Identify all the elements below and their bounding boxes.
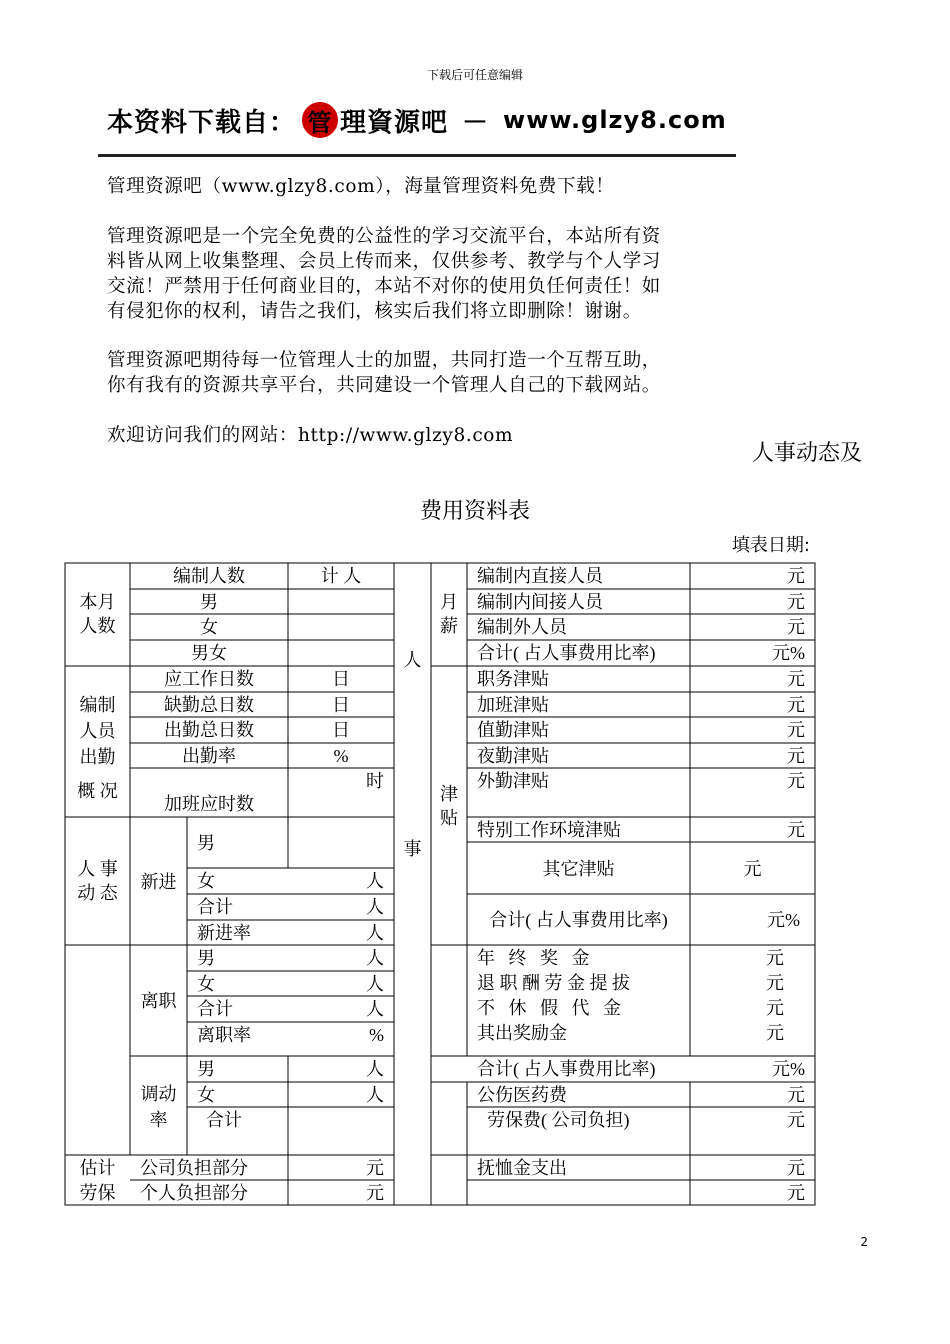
new-female-label: 女	[197, 871, 215, 891]
unit-day: 日	[332, 695, 350, 715]
headcount-unit: 计 人	[320, 566, 362, 586]
section-salary	[431, 592, 467, 636]
section-label-line: 出勤	[79, 747, 116, 767]
section-label-line: 估计	[79, 1158, 116, 1178]
personal-part-label: 个人负担部分	[140, 1183, 248, 1203]
unit-day: 日	[332, 669, 350, 689]
unit-day: 日	[332, 720, 350, 740]
allowance-total-label: 合计( 占人事费用比率)	[489, 910, 668, 930]
male-label: 男	[200, 592, 218, 612]
unit-yuan: 元	[787, 592, 805, 612]
new-rate-label: 新进率	[197, 923, 251, 943]
section-label-line: 编制	[79, 695, 116, 715]
other-allowance-label: 其它津贴	[542, 859, 615, 879]
section-label-line: 率	[149, 1110, 168, 1130]
other-bonus-label: 其出奖励金	[477, 1023, 567, 1043]
unit-yuan: 元	[766, 948, 784, 968]
section-label-line: 本月	[79, 592, 116, 612]
unit-person: 人	[366, 1059, 384, 1079]
intro-para3-line: 管理资源吧期待每一位管理人士的加盟，共同打造一个互帮互助，	[107, 350, 661, 371]
banner-site-name: 理資源吧	[340, 107, 449, 138]
work-days-label: 应工作日数	[164, 669, 254, 689]
intro-para3-line: 你有我有的资源共享平台，共同建设一个管理人自己的下载网站。	[107, 375, 661, 396]
shift-allowance-label: 值勤津贴	[477, 720, 549, 740]
unit-yuan-percent: 元%	[772, 643, 805, 663]
section-attendance	[65, 695, 130, 767]
new-male-label: 男	[197, 833, 215, 853]
unit-yuan: 元	[787, 695, 805, 715]
special-allowance-label: 特别工作环境津贴	[477, 820, 621, 840]
unit-yuan: 元	[366, 1158, 384, 1178]
intro-para2-line: 有侵犯你的权利，请告之我们，核实后我们将立即删除！谢谢。	[107, 301, 642, 322]
female-label: 女	[200, 617, 218, 637]
section-label-line: 人员	[79, 721, 116, 741]
external-staff-label: 编制外人员	[477, 617, 567, 637]
banner-url[interactable]: www.glzy8.com	[503, 106, 727, 134]
unit-yuan: 元	[766, 998, 784, 1018]
unit-yuan: 元	[766, 1023, 784, 1043]
unit-yuan: 元	[787, 820, 805, 840]
retirement-pay-label: 退 职 酬 劳 金 提 拔	[477, 973, 630, 993]
leave-label: 离职	[140, 991, 177, 1011]
unit-person: 人	[366, 974, 384, 994]
intro-para2-line: 交流！严禁用于任何商业目的，本站不对你的使用负任何责任！如	[107, 276, 661, 297]
unit-person: 人	[366, 923, 384, 943]
no-leave-pay-label: 不 休 假 代 金	[477, 998, 621, 1018]
intro-para2-line: 料皆从网上收集整理、会员上传而来，仅供参考、教学与个人学习	[107, 251, 661, 272]
direct-staff-label: 编制内直接人员	[477, 566, 603, 586]
section-allowance	[431, 784, 467, 828]
transfer-total-label: 合计	[206, 1110, 242, 1130]
unit-yuan: 元	[787, 669, 805, 689]
page-number: 2	[860, 1235, 868, 1249]
leave-female-label: 女	[197, 974, 215, 994]
leave-rate-label: 离职率	[197, 1025, 251, 1045]
unit-hour: 时	[366, 771, 384, 791]
leave-total-label: 合计	[197, 999, 233, 1019]
transfer-female-label: 女	[197, 1085, 215, 1105]
leave-male-label: 男	[197, 948, 215, 968]
labor-insurance-label: 劳保费( 公司负担)	[487, 1110, 630, 1130]
unit-yuan: 元	[787, 1158, 805, 1178]
unit-yuan: 元	[787, 1110, 805, 1130]
section-label-line: 薪	[440, 616, 458, 636]
unit-percent: %	[333, 746, 349, 766]
intro-para2-line: 管理资源吧是一个完全免费的公益性的学习交流平台，本站所有资	[107, 226, 661, 247]
new-hire-label: 新进	[140, 872, 177, 892]
unit-yuan: 元	[766, 973, 784, 993]
section-insurance	[65, 1158, 130, 1203]
banner-prefix: 本资料下载自：	[107, 107, 297, 138]
unit-yuan: 元	[787, 1085, 805, 1105]
salary-total-label: 合计( 占人事费用比率)	[477, 643, 656, 663]
overtime-hours-label: 加班应时数	[164, 794, 254, 814]
overtime-allowance-label: 加班津贴	[477, 695, 549, 715]
attendance-rate-label: 出勤率	[182, 746, 236, 766]
unit-yuan: 元	[743, 859, 762, 879]
intro-visit[interactable]: 欢迎访问我们的网站：http://www.glzy8.com	[107, 425, 514, 446]
injury-medical-label: 公伤医药费	[477, 1085, 567, 1105]
unit-yuan: 元	[366, 1183, 384, 1203]
unit-yuan: 元	[787, 746, 805, 766]
unit-yuan: 元	[787, 566, 805, 586]
unit-yuan-percent: 元%	[767, 910, 800, 930]
section-label-line: 人 事	[77, 859, 118, 879]
section-label-line: 津	[440, 784, 458, 804]
year-end-bonus-label: 年 终 奖 金	[477, 948, 590, 968]
night-allowance-label: 夜勤津贴	[477, 746, 549, 766]
center-label-bottom: 事	[403, 839, 422, 859]
unit-person: 人	[366, 871, 384, 891]
field-allowance-label: 外勤津贴	[477, 771, 549, 791]
section-label-line: 月	[440, 592, 458, 612]
section-label-line: 动 态	[77, 883, 118, 903]
unit-yuan: 元	[787, 771, 805, 791]
center-label-top: 人	[403, 650, 422, 670]
section-dynamics	[65, 859, 130, 903]
headcount-label: 编制人数	[173, 566, 245, 586]
section-monthly-headcount	[65, 592, 130, 636]
section-label-line: 调动	[140, 1084, 177, 1104]
duty-allowance-label: 职务津贴	[477, 669, 549, 689]
unit-yuan: 元	[787, 1183, 805, 1203]
title-part1: 人事动态及	[751, 441, 862, 466]
unit-person: 人	[366, 897, 384, 917]
bonus-total-label: 合计( 占人事费用比率)	[477, 1059, 656, 1079]
section-label-line: 劳保	[79, 1183, 116, 1203]
page-title: 费用资料表	[419, 499, 530, 524]
male-female-label: 男女	[191, 643, 227, 663]
absent-days-label: 缺勤总日数	[164, 695, 254, 715]
new-total-label: 合计	[197, 897, 233, 917]
unit-percent: %	[369, 1025, 384, 1045]
indirect-staff-label: 编制内间接人员	[477, 592, 603, 612]
company-part-label: 公司负担部分	[140, 1158, 248, 1178]
header-note: 下载后可任意编辑	[426, 68, 523, 82]
unit-yuan-percent: 元%	[772, 1059, 805, 1079]
site-logo-icon: 管	[302, 102, 338, 138]
intro-line1: 管理资源吧（www.glzy8.com），海量管理资料免费下载！	[107, 176, 615, 197]
unit-yuan: 元	[787, 720, 805, 740]
section-label-line: 人数	[79, 616, 116, 636]
fill-date-label: 填表日期:	[731, 535, 810, 556]
transfer-label	[130, 1084, 187, 1130]
transfer-male-label: 男	[197, 1059, 215, 1079]
pension-label: 抚恤金支出	[477, 1158, 567, 1178]
unit-person: 人	[366, 999, 384, 1019]
unit-person: 人	[366, 1085, 384, 1105]
banner-separator: －	[462, 107, 490, 138]
present-days-label: 出勤总日数	[164, 720, 254, 740]
section-label-line: 贴	[440, 808, 458, 828]
unit-person: 人	[366, 948, 384, 968]
section-attendance-overview: 概 况	[77, 781, 118, 801]
unit-yuan: 元	[787, 617, 805, 637]
